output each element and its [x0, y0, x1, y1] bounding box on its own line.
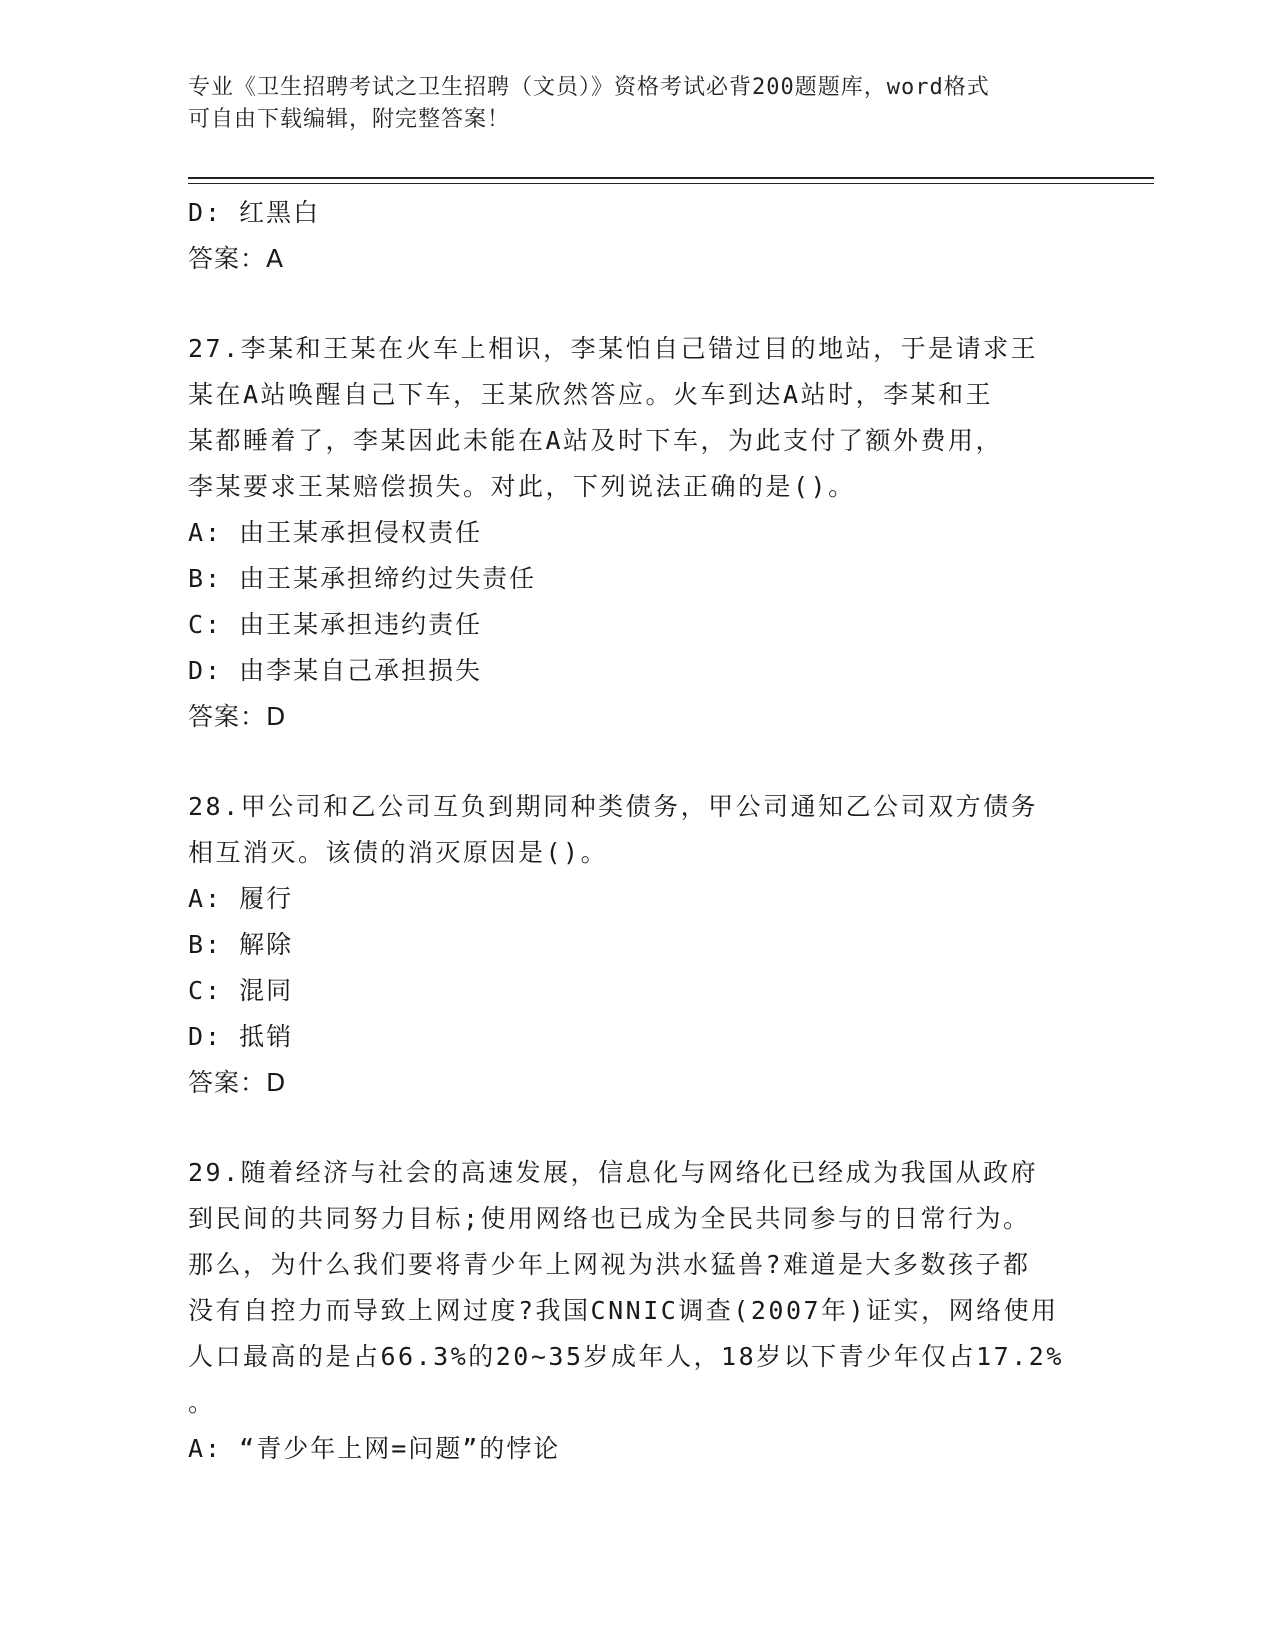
- question-spacer: [188, 282, 1088, 326]
- question-spacer: [188, 1106, 1088, 1150]
- q27-option-b: B: 由王某承担缔约过失责任: [188, 564, 537, 593]
- header-divider-thin: [188, 183, 1154, 184]
- q28-option-c: C: 混同: [188, 976, 294, 1005]
- q29-stem: [188, 1150, 1088, 1426]
- q29-stem-line: 。: [188, 1388, 216, 1417]
- header-title-line-2: 可自由下载编辑，附完整答案！: [188, 107, 511, 132]
- q27-stem-line: 某都睡着了，李某因此未能在A站及时下车，为此支付了额外费用，: [188, 426, 1004, 455]
- document-header: [188, 72, 1068, 136]
- prev-option-d: D: 红黑白: [188, 198, 321, 227]
- q28-stem: [188, 784, 1088, 876]
- q27-stem-line: 27.李某和王某在火车上相识，李某怕自己错过目的地站，于是请求王: [188, 334, 1039, 363]
- question-spacer: [188, 740, 1088, 784]
- q28-option-d: D: 抵销: [188, 1022, 294, 1051]
- prev-answer: 答案：A: [188, 244, 285, 273]
- q27-option-c: C: 由王某承担违约责任: [188, 610, 483, 639]
- q28-stem-line: 相互消灭。该债的消灭原因是()。: [188, 838, 609, 867]
- q29-option-a: A: “青少年上网=问题”的悖论: [188, 1434, 561, 1463]
- q28-option-a: A: 履行: [188, 884, 294, 913]
- q29-stem-line: 没有自控力而导致上网过度?我国CNNIC调查(2007年)证实，网络使用: [188, 1296, 1059, 1325]
- q28-stem-line: 28.甲公司和乙公司互负到期同种类债务，甲公司通知乙公司双方债务: [188, 792, 1039, 821]
- q27-option-a: A: 由王某承担侵权责任: [188, 518, 483, 547]
- q27-option-d: D: 由李某自己承担损失: [188, 656, 483, 685]
- q29-stem-line: 到民间的共同努力目标;使用网络也已成为全民共同参与的日常行为。: [188, 1204, 1031, 1233]
- q27-stem: [188, 326, 1088, 510]
- q29-stem-line: 那么，为什么我们要将青少年上网视为洪水猛兽?难道是大多数孩子都: [188, 1250, 1031, 1279]
- header-divider-thick: [188, 177, 1154, 179]
- document-body: [188, 190, 1088, 1472]
- q29-stem-line: 29.随着经济与社会的高速发展，信息化与网络化已经成为我国从政府: [188, 1158, 1039, 1187]
- q28-answer: 答案：D: [188, 1068, 287, 1097]
- q27-stem-line: 李某要求王某赔偿损失。对此，下列说法正确的是()。: [188, 472, 856, 501]
- q27-stem-line: 某在A站唤醒自己下车，王某欣然答应。火车到达A站时，李某和王: [188, 380, 994, 409]
- q27-answer: 答案：D: [188, 702, 287, 731]
- q28-option-b: B: 解除: [188, 930, 294, 959]
- q29-stem-line: 人口最高的是占66.3%的20~35岁成年人，18岁以下青少年仅占17.2%: [188, 1342, 1064, 1371]
- header-title-line-1: 专业《卫生招聘考试之卫生招聘（文员）》资格考试必背200题题库，word格式: [188, 75, 990, 100]
